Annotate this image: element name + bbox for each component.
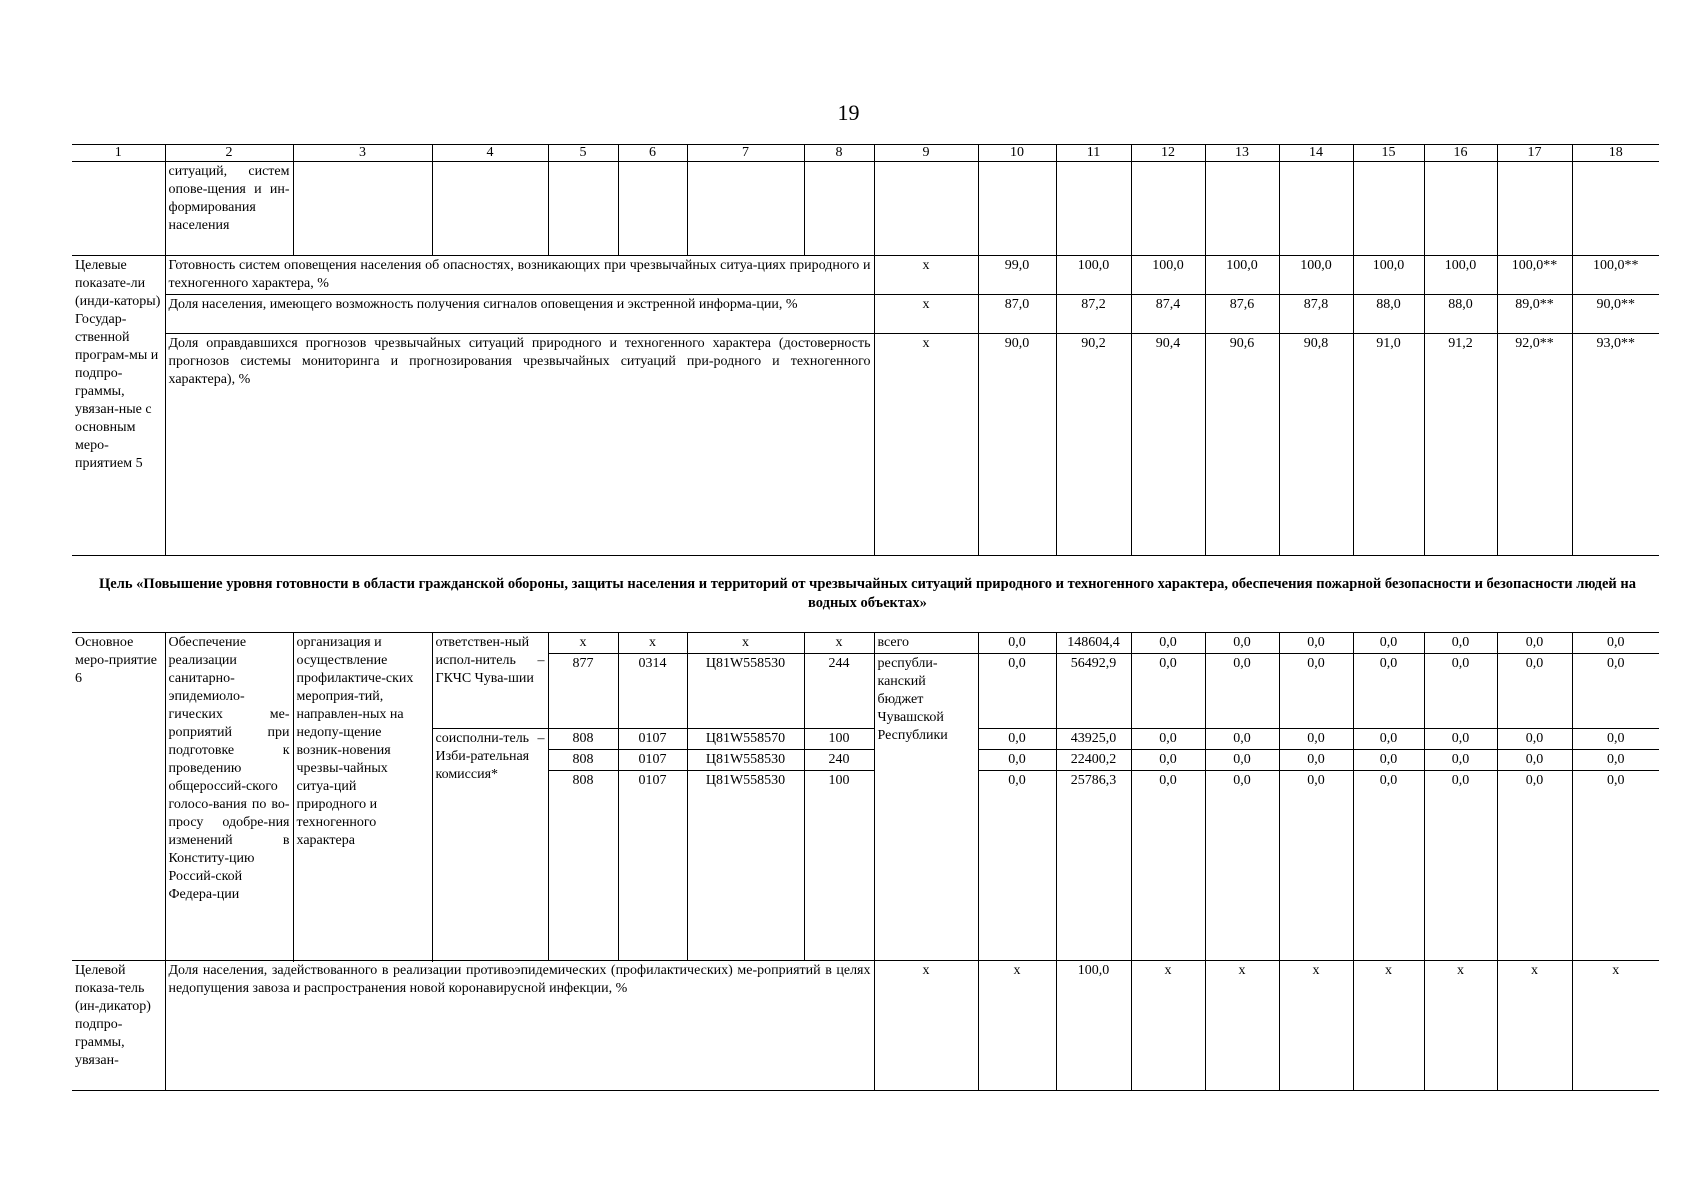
- cell: 0,0: [1205, 654, 1279, 729]
- cell: 808: [548, 729, 618, 750]
- indicator-name: Готовность систем оповещения населения об опасностях, возникающих при чрезвычайных ситуа-циях природного и техногенного характера, %: [165, 256, 874, 295]
- co-executor: соисполни-тель – Изби-рательная комиссия*: [432, 729, 548, 961]
- target-name: Доля населения, задействованного в реализации противоэпидемических (профилактических) ме-роприятий в целях недопущения завоза и распространения новой коронавирусной инфекции, %: [165, 961, 874, 1091]
- cell: 0,0: [1131, 771, 1205, 961]
- cell: 0,0: [1205, 771, 1279, 961]
- cell: x: [1353, 961, 1424, 1091]
- cell: 0,0: [1424, 654, 1497, 729]
- event-description: организация и осуществление профилактиче-ских мероприя-тий, направлен-ных на недопу-щение возник-новения чрезвы-чайных ситуа-ций природного и техногенного характера: [293, 633, 432, 961]
- cell: 148604,4: [1056, 633, 1131, 654]
- cell: 99,0: [978, 256, 1056, 295]
- cell: 0,0: [1205, 633, 1279, 654]
- cell: 91,0: [1353, 334, 1424, 556]
- cell: 90,0**: [1572, 295, 1659, 334]
- cell: 808: [548, 750, 618, 771]
- group-label: Целевые показате-ли (инди-каторы) Государ-ственной програм-мы и подпро-граммы, увязан-ные с основным меро-приятием 5: [72, 256, 165, 556]
- cell: 0,0: [1353, 654, 1424, 729]
- indicator-name: Доля населения, имеющего возможность получения сигналов оповещения и экстренной информа-ции, %: [165, 295, 874, 334]
- cell: 87,0: [978, 295, 1056, 334]
- cell: Ц81W558570: [687, 729, 804, 750]
- cell: 100,0: [1131, 256, 1205, 295]
- indicator-row: [72, 334, 1659, 556]
- top-table: [72, 144, 1659, 556]
- cell: 0,0: [1497, 771, 1572, 961]
- cell: 100: [804, 771, 874, 961]
- col-header: 11: [1056, 145, 1131, 162]
- cell: 87,6: [1205, 295, 1279, 334]
- cell: x: [874, 256, 978, 295]
- cell: 87,8: [1279, 295, 1353, 334]
- cell: x: [1497, 961, 1572, 1091]
- cell: 0,0: [1424, 633, 1497, 654]
- col-header: 18: [1572, 145, 1659, 162]
- cell: 100,0**: [1497, 256, 1572, 295]
- cell: 0,0: [1572, 729, 1659, 750]
- col-header: 2: [165, 145, 293, 162]
- cell: Ц81W558530: [687, 771, 804, 961]
- cell: 0,0: [1131, 729, 1205, 750]
- col-header: 1: [72, 145, 165, 162]
- cell: 100,0: [1056, 256, 1131, 295]
- cell: x: [978, 961, 1056, 1091]
- cell: 87,2: [1056, 295, 1131, 334]
- cell: 0,0: [978, 633, 1056, 654]
- cell: 100,0: [1056, 961, 1131, 1091]
- cell: 88,0: [1424, 295, 1497, 334]
- responsible-executor: ответствен-ный испол-нитель – ГКЧС Чува-шии: [432, 633, 548, 729]
- cell: 0,0: [1572, 750, 1659, 771]
- cell: 0,0: [1279, 771, 1353, 961]
- cell: 100,0: [1353, 256, 1424, 295]
- cell: 0,0: [1497, 750, 1572, 771]
- col-header: 4: [432, 145, 548, 162]
- continuation-text: ситуаций, систем опове-щения и ин-формирования населения: [165, 162, 293, 256]
- cell: 0,0: [1572, 633, 1659, 654]
- cell: 0,0: [1279, 633, 1353, 654]
- cell: 0,0: [978, 771, 1056, 961]
- cell: Ц81W558530: [687, 654, 804, 729]
- cell: 93,0**: [1572, 334, 1659, 556]
- cell: 0107: [618, 729, 687, 750]
- cell: 0,0: [1353, 633, 1424, 654]
- cell: 89,0**: [1497, 295, 1572, 334]
- cell: 56492,9: [1056, 654, 1131, 729]
- col-header: 9: [874, 145, 978, 162]
- cell: 0,0: [1497, 633, 1572, 654]
- cell: 0,0: [1497, 654, 1572, 729]
- cell: 0,0: [978, 729, 1056, 750]
- col-header: 14: [1279, 145, 1353, 162]
- col-header: 10: [978, 145, 1056, 162]
- cell: 0107: [618, 750, 687, 771]
- col-header: 17: [1497, 145, 1572, 162]
- cell: 90,4: [1131, 334, 1205, 556]
- cell: x: [804, 633, 874, 654]
- cell: 92,0**: [1497, 334, 1572, 556]
- cell: 0,0: [1279, 729, 1353, 750]
- funding-total: всего: [874, 633, 978, 654]
- cell: Ц81W558530: [687, 750, 804, 771]
- cell: 0,0: [1353, 729, 1424, 750]
- cell: 90,8: [1279, 334, 1353, 556]
- cell: 0,0: [1424, 729, 1497, 750]
- cell: 100,0: [1279, 256, 1353, 295]
- event-label: Основное меро-приятие 6: [72, 633, 165, 961]
- page-number: 19: [837, 100, 860, 125]
- goal-heading: Цель «Повышение уровня готовности в области гражданской обороны, защиты населения и территорий от чрезвычайных ситуаций природного и техногенного характера, обеспечения пожарной безопасности и безопасности людей на водных объектах»: [99, 576, 1636, 611]
- cell: 90,6: [1205, 334, 1279, 556]
- col-header: 3: [293, 145, 432, 162]
- col-header: 7: [687, 145, 804, 162]
- cell: 0,0: [978, 654, 1056, 729]
- cell: 0,0: [1205, 750, 1279, 771]
- col-header: 6: [618, 145, 687, 162]
- cell: x: [874, 334, 978, 556]
- cell: 91,2: [1424, 334, 1497, 556]
- cell: 100,0: [1424, 256, 1497, 295]
- col-header: 13: [1205, 145, 1279, 162]
- cell: 0,0: [1424, 750, 1497, 771]
- cell: 100,0: [1205, 256, 1279, 295]
- cell: 100,0**: [1572, 256, 1659, 295]
- cell: 0,0: [1131, 633, 1205, 654]
- cell: 0,0: [1131, 750, 1205, 771]
- cell: 0314: [618, 654, 687, 729]
- table-row: [72, 633, 1659, 654]
- bottom-table: [72, 632, 1659, 1091]
- cell: 88,0: [1353, 295, 1424, 334]
- col-header: 8: [804, 145, 874, 162]
- cell: x: [548, 633, 618, 654]
- cell: x: [1131, 961, 1205, 1091]
- funding-source: республи-канский бюджет Чувашской Республики: [874, 654, 978, 961]
- target-label: Целевой показа-тель (ин-дикатор) подпро-граммы, увязан-: [72, 961, 165, 1091]
- cell: 0,0: [1497, 729, 1572, 750]
- cell: 877: [548, 654, 618, 729]
- cell: 90,2: [1056, 334, 1131, 556]
- cell: 0,0: [1279, 750, 1353, 771]
- cell: 0,0: [1572, 771, 1659, 961]
- cell: 0,0: [1424, 771, 1497, 961]
- indicator-name: Доля оправдавшихся прогнозов чрезвычайных ситуаций природного и техногенного характера (достоверность прогнозов системы мониторинга и прогнозирования чрезвычайных ситуаций при-родного и техногенного характера), %: [165, 334, 874, 556]
- cell: x: [687, 633, 804, 654]
- cell: x: [618, 633, 687, 654]
- cell: x: [1205, 961, 1279, 1091]
- cell: 87,4: [1131, 295, 1205, 334]
- cell: 0,0: [1131, 654, 1205, 729]
- cell: 0,0: [1353, 771, 1424, 961]
- cell: 0,0: [1572, 654, 1659, 729]
- indicator-row: [72, 295, 1659, 334]
- cell: x: [874, 961, 978, 1091]
- cell: 25786,3: [1056, 771, 1131, 961]
- cell: 100: [804, 729, 874, 750]
- col-header: 15: [1353, 145, 1424, 162]
- cell: x: [1279, 961, 1353, 1091]
- cell: 0,0: [978, 750, 1056, 771]
- cell: 0107: [618, 771, 687, 961]
- cell: 240: [804, 750, 874, 771]
- cell: x: [1424, 961, 1497, 1091]
- cell: x: [1572, 961, 1659, 1091]
- cell: 22400,2: [1056, 750, 1131, 771]
- col-header: 12: [1131, 145, 1205, 162]
- cell: x: [874, 295, 978, 334]
- event-name: Обеспечение реализации санитарно-эпидемиоло-гических ме-роприятий при подготовке к проведению общероссий-ского голосо-вания по во-просу одобре-ния изменений в Конститу-цию Россий-ской Федера-ции: [165, 633, 293, 961]
- cell: 0,0: [1279, 654, 1353, 729]
- header-row: [72, 145, 1659, 162]
- cell: 808: [548, 771, 618, 961]
- cell: 0,0: [1353, 750, 1424, 771]
- target-indicator-row: [72, 961, 1659, 1091]
- col-header: 16: [1424, 145, 1497, 162]
- cell: 90,0: [978, 334, 1056, 556]
- continuation-row: [72, 162, 1659, 256]
- cell: 0,0: [1205, 729, 1279, 750]
- cell: 43925,0: [1056, 729, 1131, 750]
- col-header: 5: [548, 145, 618, 162]
- cell: 244: [804, 654, 874, 729]
- indicator-row: [72, 256, 1659, 295]
